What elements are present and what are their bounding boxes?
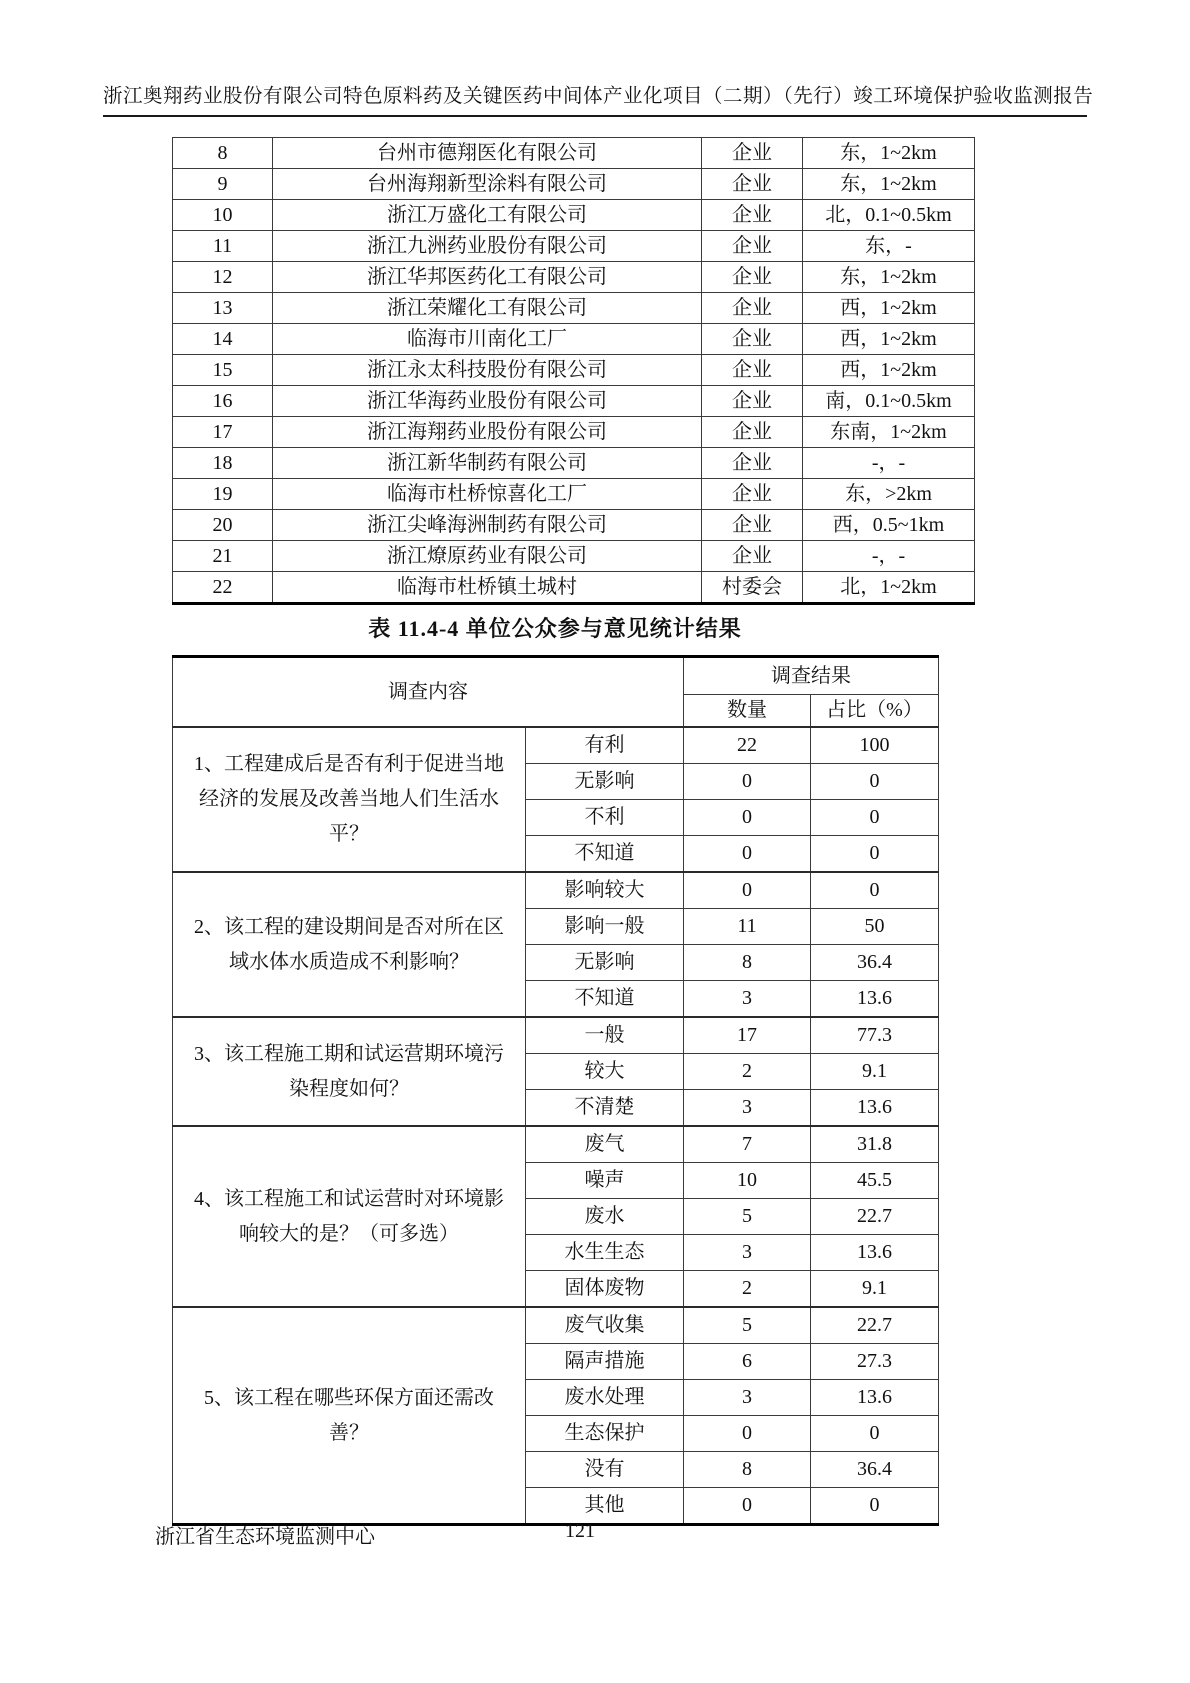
option-label-cell: 水生生态 [526, 1235, 684, 1271]
survey-option-row [173, 1017, 939, 1054]
unit-type-cell: 企业 [702, 200, 803, 231]
option-label-cell: 无影响 [526, 764, 684, 800]
running-head [103, 80, 1094, 117]
table-row [173, 510, 975, 541]
unit-type-cell: 企业 [702, 448, 803, 479]
percent-cell: 13.6 [811, 1380, 939, 1416]
unit-name-cell: 浙江尖峰海洲制药有限公司 [273, 510, 702, 541]
count-cell: 2 [684, 1271, 811, 1308]
direction-distance-cell: 东，1~2km [803, 169, 975, 200]
survey-question-cell: 3、该工程施工期和试运营期环境污染程度如何？ [173, 1017, 526, 1126]
header-count: 数量 [684, 695, 811, 728]
table-caption: 表 11.4-4 单位公众参与意见统计结果 [368, 616, 742, 641]
unit-name-cell: 浙江华邦医药化工有限公司 [273, 262, 702, 293]
unit-name-cell: 临海市杜桥镇土城村 [273, 572, 702, 604]
survey-question-cell: 5、该工程在哪些环保方面还需改善？ [173, 1307, 526, 1525]
count-cell: 3 [684, 981, 811, 1018]
option-label-cell: 噪声 [526, 1163, 684, 1199]
table-row [173, 138, 975, 169]
count-cell: 11 [684, 909, 811, 945]
direction-distance-cell: 东，- [803, 231, 975, 262]
table-row [173, 355, 975, 386]
unit-name-cell: 临海市杜桥惊喜化工厂 [273, 479, 702, 510]
option-label-cell: 废气 [526, 1126, 684, 1163]
page-number: 121 [565, 1520, 595, 1542]
page-footer [0, 1520, 1190, 1550]
unit-type-cell: 企业 [702, 231, 803, 262]
direction-distance-cell: -，- [803, 448, 975, 479]
survey-option-row [173, 727, 939, 764]
unit-type-cell: 企业 [702, 510, 803, 541]
percent-cell: 22.7 [811, 1307, 939, 1344]
table-row [173, 479, 975, 510]
percent-cell: 45.5 [811, 1163, 939, 1199]
survey-header-row [173, 657, 939, 695]
option-label-cell: 其他 [526, 1488, 684, 1525]
percent-cell: 9.1 [811, 1054, 939, 1090]
unit-type-cell: 企业 [702, 293, 803, 324]
count-cell: 0 [684, 1488, 811, 1525]
direction-distance-cell: 西，1~2km [803, 293, 975, 324]
count-cell: 0 [684, 800, 811, 836]
option-label-cell: 不知道 [526, 981, 684, 1018]
row-number-cell: 13 [173, 293, 273, 324]
direction-distance-cell: 东南，1~2km [803, 417, 975, 448]
option-label-cell: 生态保护 [526, 1416, 684, 1452]
unit-type-cell: 村委会 [702, 572, 803, 604]
header-percent: 占比（%） [811, 695, 939, 728]
row-number-cell: 19 [173, 479, 273, 510]
table-row [173, 572, 975, 604]
unit-name-cell: 临海市川南化工厂 [273, 324, 702, 355]
surrounding-units-table [172, 137, 975, 605]
option-label-cell: 一般 [526, 1017, 684, 1054]
unit-name-cell: 浙江荣耀化工有限公司 [273, 293, 702, 324]
option-label-cell: 废水 [526, 1199, 684, 1235]
unit-type-cell: 企业 [702, 541, 803, 572]
percent-cell: 0 [811, 1488, 939, 1525]
count-cell: 5 [684, 1199, 811, 1235]
survey-option-row [173, 1307, 939, 1344]
survey-question-cell: 1、工程建成后是否有利于促进当地经济的发展及改善当地人们生活水平？ [173, 727, 526, 872]
percent-cell: 13.6 [811, 1090, 939, 1127]
count-cell: 8 [684, 945, 811, 981]
row-number-cell: 22 [173, 572, 273, 604]
survey-option-row [173, 872, 939, 909]
option-label-cell: 影响较大 [526, 872, 684, 909]
row-number-cell: 15 [173, 355, 273, 386]
count-cell: 3 [684, 1090, 811, 1127]
unit-name-cell: 浙江海翔药业股份有限公司 [273, 417, 702, 448]
row-number-cell: 9 [173, 169, 273, 200]
percent-cell: 0 [811, 1416, 939, 1452]
option-label-cell: 不利 [526, 800, 684, 836]
direction-distance-cell: 西，1~2km [803, 355, 975, 386]
footer-organization: 浙江省生态环境监测中心 [155, 1526, 375, 1548]
table-row [173, 262, 975, 293]
option-label-cell: 有利 [526, 727, 684, 764]
count-cell: 6 [684, 1344, 811, 1380]
unit-type-cell: 企业 [702, 138, 803, 169]
direction-distance-cell: 西，1~2km [803, 324, 975, 355]
unit-name-cell: 台州海翔新型涂料有限公司 [273, 169, 702, 200]
count-cell: 8 [684, 1452, 811, 1488]
unit-type-cell: 企业 [702, 417, 803, 448]
count-cell: 0 [684, 872, 811, 909]
table-row [173, 417, 975, 448]
table-row [173, 231, 975, 262]
unit-name-cell: 浙江新华制药有限公司 [273, 448, 702, 479]
row-number-cell: 16 [173, 386, 273, 417]
survey-option-row [173, 1126, 939, 1163]
direction-distance-cell: 北，1~2km [803, 572, 975, 604]
option-label-cell: 废水处理 [526, 1380, 684, 1416]
count-cell: 0 [684, 1416, 811, 1452]
percent-cell: 0 [811, 836, 939, 873]
option-label-cell: 隔声措施 [526, 1344, 684, 1380]
table-row [173, 541, 975, 572]
count-cell: 0 [684, 764, 811, 800]
unit-type-cell: 企业 [702, 479, 803, 510]
survey-question-cell: 2、该工程的建设期间是否对所在区域水体水质造成不利影响？ [173, 872, 526, 1017]
row-number-cell: 8 [173, 138, 273, 169]
direction-distance-cell: 北，0.1~0.5km [803, 200, 975, 231]
count-cell: 10 [684, 1163, 811, 1199]
percent-cell: 50 [811, 909, 939, 945]
percent-cell: 9.1 [811, 1271, 939, 1308]
count-cell: 5 [684, 1307, 811, 1344]
percent-cell: 0 [811, 872, 939, 909]
percent-cell: 0 [811, 764, 939, 800]
table-row [173, 293, 975, 324]
unit-name-cell: 浙江华海药业股份有限公司 [273, 386, 702, 417]
percent-cell: 36.4 [811, 1452, 939, 1488]
row-number-cell: 18 [173, 448, 273, 479]
count-cell: 17 [684, 1017, 811, 1054]
percent-cell: 13.6 [811, 1235, 939, 1271]
direction-distance-cell: 东，1~2km [803, 138, 975, 169]
count-cell: 3 [684, 1380, 811, 1416]
row-number-cell: 20 [173, 510, 273, 541]
unit-type-cell: 企业 [702, 386, 803, 417]
option-label-cell: 无影响 [526, 945, 684, 981]
direction-distance-cell: 西，0.5~1km [803, 510, 975, 541]
unit-name-cell: 台州市德翔医化有限公司 [273, 138, 702, 169]
percent-cell: 0 [811, 800, 939, 836]
row-number-cell: 14 [173, 324, 273, 355]
count-cell: 3 [684, 1235, 811, 1271]
survey-question-cell: 4、该工程施工和试运营时对环境影响较大的是？（可多选） [173, 1126, 526, 1307]
direction-distance-cell: 东，1~2km [803, 262, 975, 293]
option-label-cell: 不知道 [526, 836, 684, 873]
row-number-cell: 11 [173, 231, 273, 262]
count-cell: 2 [684, 1054, 811, 1090]
direction-distance-cell: 南，0.1~0.5km [803, 386, 975, 417]
survey-results-table [172, 655, 939, 1526]
count-cell: 22 [684, 727, 811, 764]
header-survey-content: 调查内容 [173, 657, 684, 728]
table-row [173, 200, 975, 231]
unit-type-cell: 企业 [702, 324, 803, 355]
option-label-cell: 没有 [526, 1452, 684, 1488]
row-number-cell: 10 [173, 200, 273, 231]
direction-distance-cell: 东，>2km [803, 479, 975, 510]
count-cell: 0 [684, 836, 811, 873]
row-number-cell: 21 [173, 541, 273, 572]
percent-cell: 100 [811, 727, 939, 764]
unit-name-cell: 浙江燎原药业有限公司 [273, 541, 702, 572]
percent-cell: 77.3 [811, 1017, 939, 1054]
count-cell: 7 [684, 1126, 811, 1163]
option-label-cell: 废气收集 [526, 1307, 684, 1344]
header-survey-result: 调查结果 [684, 657, 939, 695]
percent-cell: 22.7 [811, 1199, 939, 1235]
document-title: 浙江奥翔药业股份有限公司特色原料药及关键医药中间体产业化项目（二期）（先行）竣工环境保护验收监测报告 [103, 86, 1094, 107]
table-row [173, 169, 975, 200]
option-label-cell: 固体废物 [526, 1271, 684, 1308]
unit-name-cell: 浙江万盛化工有限公司 [273, 200, 702, 231]
unit-type-cell: 企业 [702, 169, 803, 200]
unit-name-cell: 浙江永太科技股份有限公司 [273, 355, 702, 386]
row-number-cell: 12 [173, 262, 273, 293]
percent-cell: 27.3 [811, 1344, 939, 1380]
percent-cell: 13.6 [811, 981, 939, 1018]
option-label-cell: 影响一般 [526, 909, 684, 945]
table-row [173, 386, 975, 417]
unit-type-cell: 企业 [702, 262, 803, 293]
percent-cell: 36.4 [811, 945, 939, 981]
unit-name-cell: 浙江九洲药业股份有限公司 [273, 231, 702, 262]
direction-distance-cell: -，- [803, 541, 975, 572]
option-label-cell: 不清楚 [526, 1090, 684, 1127]
row-number-cell: 17 [173, 417, 273, 448]
unit-type-cell: 企业 [702, 355, 803, 386]
table-row [173, 448, 975, 479]
option-label-cell: 较大 [526, 1054, 684, 1090]
percent-cell: 31.8 [811, 1126, 939, 1163]
table-row [173, 324, 975, 355]
